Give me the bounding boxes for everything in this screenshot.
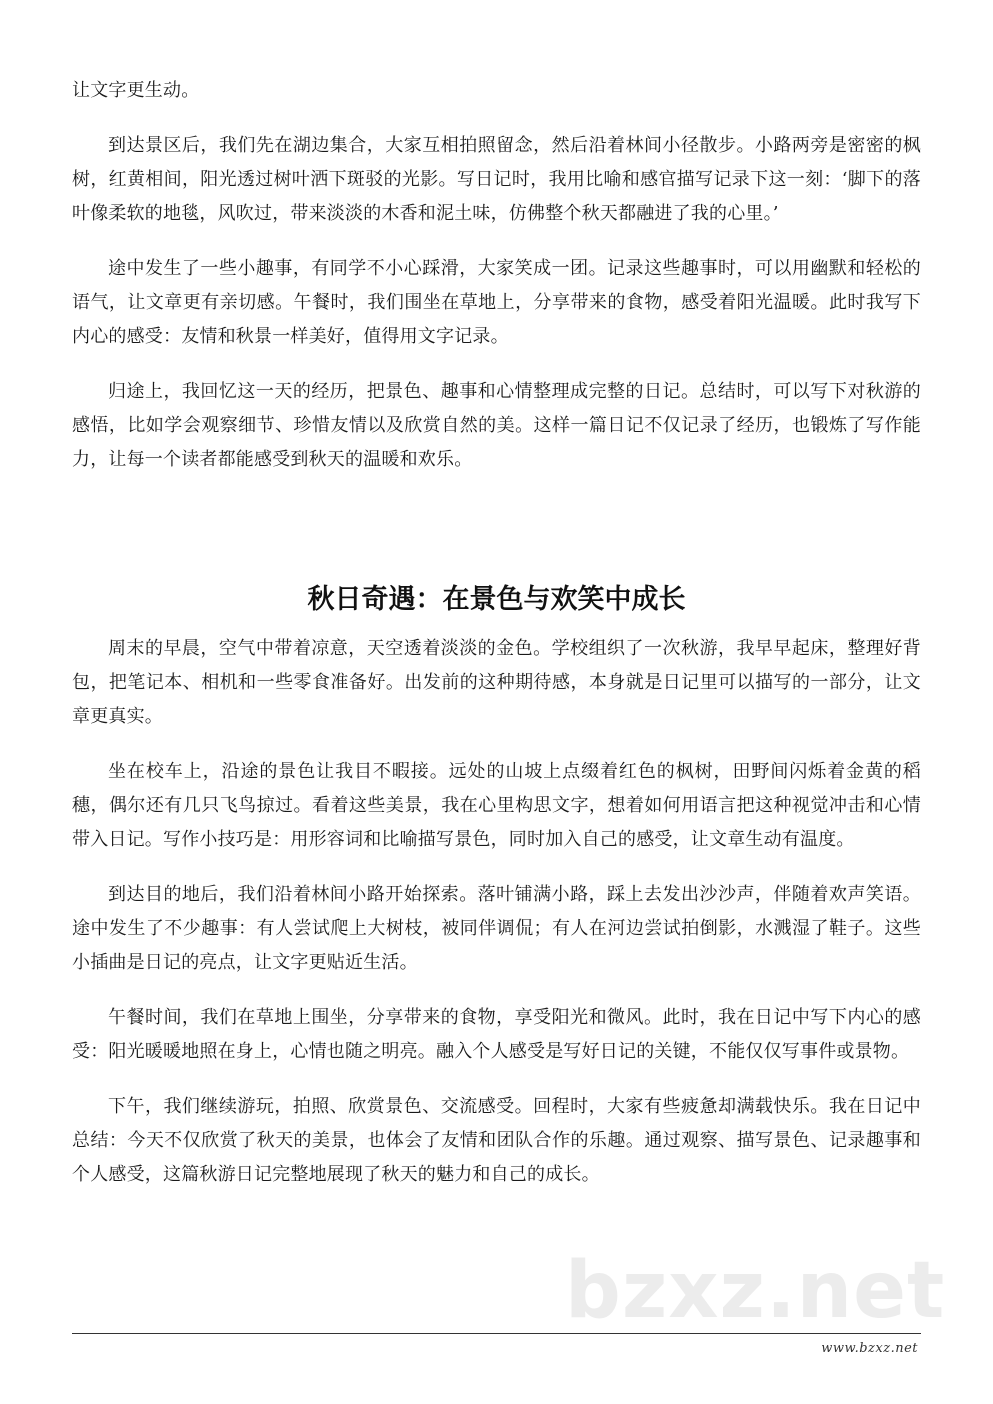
paragraph: 午餐时间，我们在草地上围坐，分享带来的食物，享受阳光和微风。此时，我在日记中写下内心的感受：阳光暖暖地照在身上，心情也随之明亮。融入个人感受是写好日记的关键，不能仅仅写事件或景物。 xyxy=(72,1007,921,1062)
paragraph: 坐在校车上，沿途的景色让我目不暇接。远处的山坡上点缀着红色的枫树，田野间闪烁着金黄的稻穗，偶尔还有几只飞鸟掠过。看着这些美景，我在心里构思文字，想着如何用语言把这种视觉冲击和心情带入日记。写作小技巧是：用形容词和比喻描写景色，同时加入自己的感受，让文章生动有温度。 xyxy=(72,761,921,850)
paragraph: 归途上，我回忆这一天的经历，把景色、趣事和心情整理成完整的日记。总结时，可以写下对秋游的感悟，比如学会观察细节、珍惜友情以及欣赏自然的美。这样一篇日记不仅记录了经历，也锻炼了写作能力，让每一个读者都能感受到秋天的温暖和欢乐。 xyxy=(72,381,921,470)
paragraph: 途中发生了一些小趣事，有同学不小心踩滑，大家笑成一团。记录这些趣事时，可以用幽默和轻松的语气，让文章更有亲切感。午餐时，我们围坐在草地上，分享带来的食物，感受着阳光温暖。此时我写下内心的感受：友情和秋景一样美好，值得用文字记录。 xyxy=(72,258,921,347)
watermark: bzxz.net xyxy=(565,1246,946,1336)
paragraph: 到达景区后，我们先在湖边集合，大家互相拍照留念，然后沿着林间小径散步。小路两旁是密密的枫树，红黄相间，阳光透过树叶洒下斑驳的光影。写日记时，我用比喻和感官描写记录下这一刻：‘脚下的落叶像柔软的地毯，风吹过，带来淡淡的木香和泥土味，仿佛整个秋天都融进了我的心里。’ xyxy=(72,135,921,224)
paragraph: 到达目的地后，我们沿着林间小路开始探索。落叶铺满小路，踩上去发出沙沙声，伴随着欢声笑语。途中发生了不少趣事：有人尝试爬上大树枝，被同伴调侃；有人在河边尝试拍倒影，水溅湿了鞋子。这些小插曲是日记的亮点，让文字更贴近生活。 xyxy=(72,884,921,973)
paragraph-continuation: 让文字更生动。 xyxy=(72,80,200,101)
article-title: 秋日奇遇：在景色与欢笑中成长 xyxy=(307,584,686,615)
paragraph: 周末的早晨，空气中带着凉意，天空透着淡淡的金色。学校组织了一次秋游，我早早起床，整理好背包，把笔记本、相机和一些零食准备好。出发前的这种期待感，本身就是日记里可以描写的一部分，让文章更真实。 xyxy=(72,638,921,727)
document-body xyxy=(72,74,921,1192)
footer-url: www.bzxz.net xyxy=(821,1341,918,1356)
footer-divider xyxy=(72,1333,921,1334)
paragraph: 下午，我们继续游玩，拍照、欣赏景色、交流感受。回程时，大家有些疲惫却满载快乐。我在日记中总结：今天不仅欣赏了秋天的美景，也体会了友情和团队合作的乐趣。通过观察、描写景色、记录趣事和个人感受，这篇秋游日记完整地展现了秋天的魅力和自己的成长。 xyxy=(72,1096,921,1185)
